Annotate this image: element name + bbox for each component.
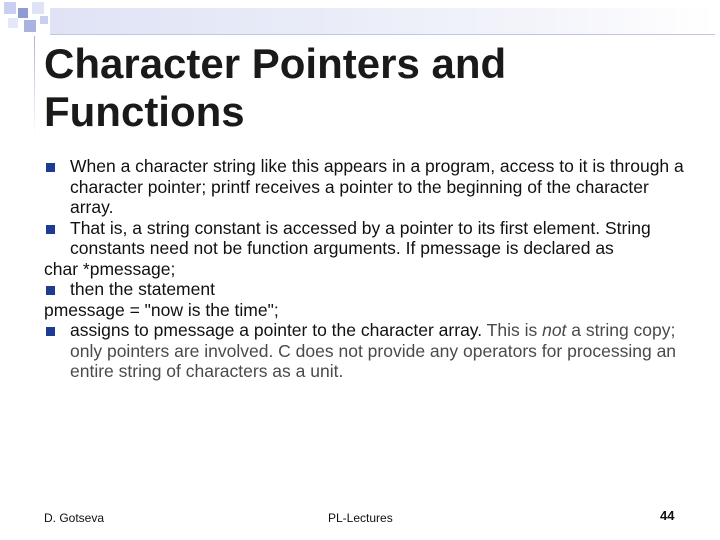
paragraph-text: then the statement [70, 279, 215, 299]
paragraph-text-part2: This is [482, 320, 543, 340]
footer-course: PL-Lectures [328, 511, 393, 525]
bullet-paragraph [44, 218, 694, 259]
slide-title-line1: Character Pointers and [44, 40, 507, 87]
page-number: 44 [660, 508, 675, 523]
paragraph-text-part4: a string copy; only pointers are involved. C does not provide any operators for processing an entire string of characters as a unit. [70, 320, 677, 381]
bullet-paragraph [44, 156, 694, 218]
slide-title [44, 40, 684, 136]
square-bullet-icon [46, 327, 55, 336]
bullet-paragraph [44, 279, 694, 300]
square-bullet-icon [46, 225, 55, 234]
slide-body [44, 156, 694, 382]
paragraph-text: char *pmessage; [44, 258, 176, 279]
header-stripe [50, 8, 715, 34]
square-bullet-icon [46, 163, 55, 172]
code-line [44, 300, 694, 321]
title-accent-line [34, 36, 35, 136]
slide-title-line2: Functions [44, 88, 245, 135]
paragraph-text: That is, a string constant is accessed by a pointer to its first element. String constants need not be function arguments. If pmessage is declared as [70, 217, 651, 258]
code-line [44, 259, 694, 280]
paragraph-text: When a character string like this appears in a program, access to it is through a character pointer; printf receives a pointer to the beginning of the character array. [70, 156, 684, 217]
square-bullet-icon [46, 286, 55, 295]
header-divider [50, 34, 715, 35]
bullet-paragraph [44, 320, 694, 382]
paragraph-text-part1: assigns to pmessage a pointer to the character array. [70, 320, 483, 340]
paragraph-text: pmessage = "now is the time"; [44, 299, 279, 320]
emphasis-text: not [542, 320, 567, 340]
footer-author: D. Gotseva [44, 511, 105, 525]
